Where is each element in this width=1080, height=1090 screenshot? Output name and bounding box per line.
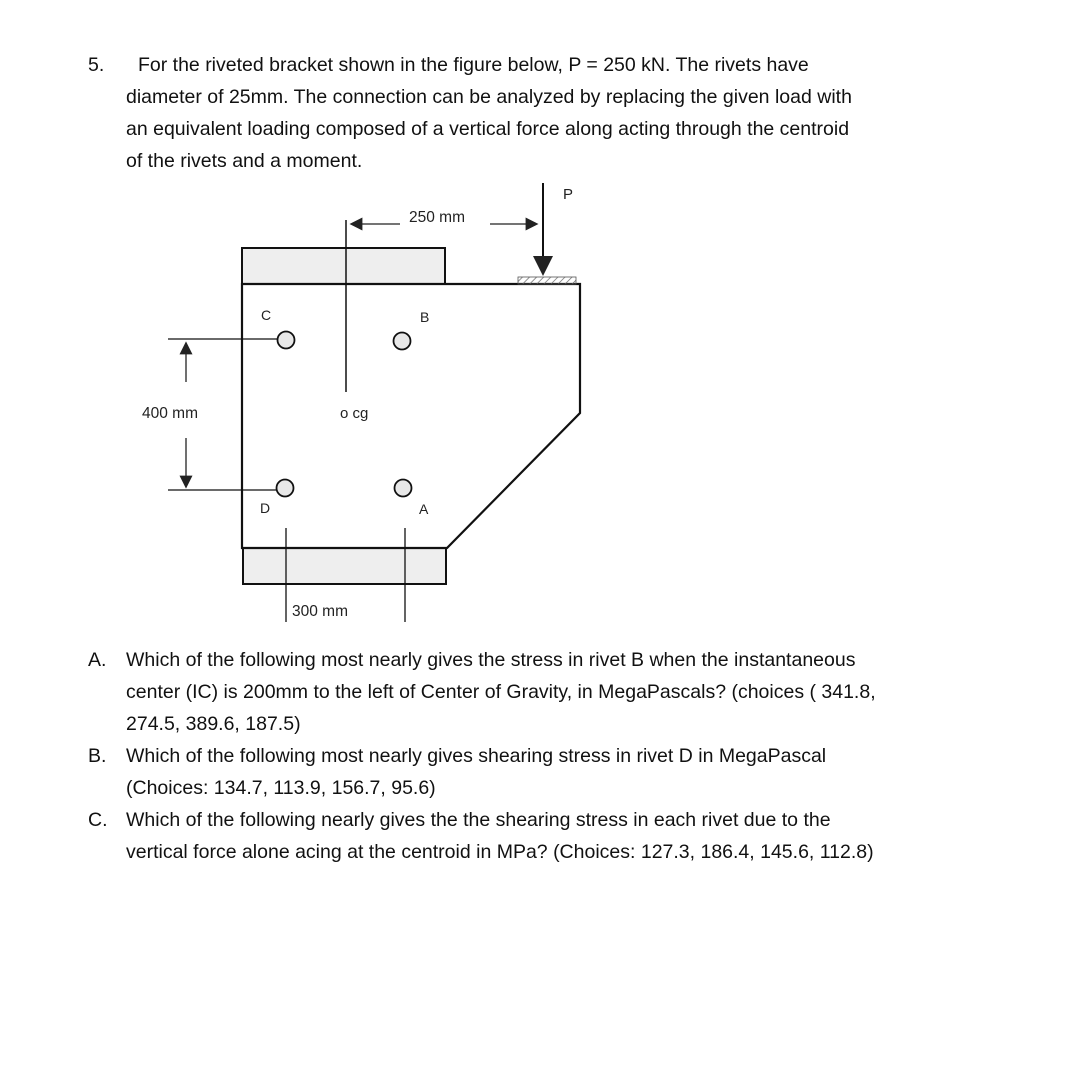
rivet-a: [395, 480, 412, 497]
question-a-letter: A.: [88, 649, 107, 671]
problem-number: 5.: [88, 54, 105, 76]
problem-line-1: For the riveted bracket shown in the figure below, P = 250 kN. The rivets have: [138, 54, 809, 76]
question-a-line-3: 274.5, 389.6, 187.5): [126, 713, 301, 735]
rivet-c: [278, 332, 295, 349]
side-dimension-label: 400 mm: [142, 405, 198, 422]
question-a-line-1: Which of the following most nearly gives the stress in rivet B when the instantaneous: [126, 649, 856, 671]
question-b-line-1: Which of the following most nearly gives shearing stress in rivet D in MegaPascal: [126, 745, 827, 767]
load-seat: [518, 277, 576, 284]
question-b-line-2: (Choices: 134.7, 113.9, 156.7, 95.6): [126, 777, 436, 799]
bracket-figure: [120, 175, 620, 630]
rivet-b-label: B: [420, 309, 430, 325]
bottom-support-plate: [243, 548, 446, 584]
problem-line-4: of the rivets and a moment.: [126, 150, 363, 172]
rivet-c-label: C: [261, 307, 272, 323]
problem-line-3: an equivalent loading composed of a vertical force along acting through the centroid: [126, 118, 850, 140]
bracket-outline: [242, 284, 580, 548]
question-c-line-2: vertical force alone acing at the centroid in MPa? (Choices: 127.3, 186.4, 145.6, 112.8): [126, 841, 874, 863]
top-support-plate: [242, 248, 445, 284]
rivet-a-label: A: [419, 501, 429, 517]
problem-line-2: diameter of 25mm. The connection can be analyzed by replacing the given load with: [126, 86, 852, 108]
rivet-d: [277, 480, 294, 497]
rivet-b: [394, 333, 411, 350]
top-dimension-label: 250 mm: [409, 209, 465, 226]
bottom-dimension-label: 300 mm: [292, 603, 348, 620]
question-b-letter: B.: [88, 745, 107, 767]
question-a-line-2: center (IC) is 200mm to the left of Center of Gravity, in MegaPascals? (choices ( 341.8,: [126, 681, 876, 703]
question-c-line-1: Which of the following nearly gives the the shearing stress in each rivet due to the: [126, 809, 831, 831]
rivet-d-label: D: [260, 500, 271, 516]
question-c-letter: C.: [88, 809, 108, 831]
question-list: [0, 645, 1080, 885]
centroid-label: o cg: [340, 405, 369, 422]
load-label: P: [563, 186, 574, 203]
problem-statement: [0, 50, 1080, 180]
